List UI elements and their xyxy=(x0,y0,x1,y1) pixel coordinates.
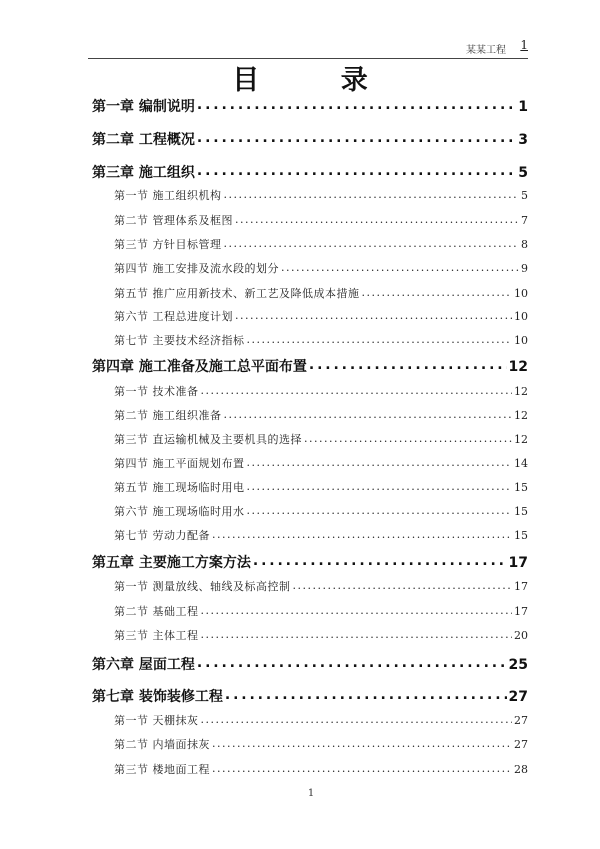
toc-dot-leader xyxy=(212,737,512,748)
toc-entry-label: 第五节 施工现场临时用电 xyxy=(114,481,245,494)
toc-dot-leader xyxy=(247,480,513,491)
toc-entry-label: 第四节 施工平面规划布置 xyxy=(114,457,245,470)
toc-section-entry[interactable] xyxy=(114,603,528,619)
toc-page-number: 3 xyxy=(518,132,528,148)
toc-entry-label: 第六章 屋面工程 xyxy=(92,657,195,673)
toc-chapter-entry[interactable] xyxy=(92,129,528,149)
header-page-number: 1 xyxy=(520,38,528,52)
toc-entry-label: 第五章 主要施工方案方法 xyxy=(92,555,251,571)
toc-page-number: 27 xyxy=(514,714,528,727)
toc-page-number: 12 xyxy=(514,409,528,422)
toc-section-entry[interactable] xyxy=(114,236,528,252)
toc-entry-label: 第四节 施工安排及流水段的划分 xyxy=(114,262,279,275)
toc-dot-leader xyxy=(362,286,513,297)
toc-entry-label: 第六节 工程总进度计划 xyxy=(114,310,233,323)
toc-entry-label: 第七章 装饰装修工程 xyxy=(92,689,223,705)
page-footer-number: 1 xyxy=(307,788,315,799)
page-title: 目 录 xyxy=(232,65,404,96)
toc-section-entry[interactable] xyxy=(114,736,528,752)
toc-page-number: 27 xyxy=(508,689,528,705)
toc-page-number: 15 xyxy=(514,529,528,542)
toc-page-number: 27 xyxy=(514,738,528,751)
toc-dot-leader xyxy=(197,130,516,144)
toc-dot-leader xyxy=(304,432,512,443)
toc-dot-leader xyxy=(224,188,520,199)
toc-entry-label: 第二章 工程概况 xyxy=(92,132,195,148)
toc-page-number: 10 xyxy=(514,310,528,323)
toc-dot-leader xyxy=(309,357,507,371)
toc-section-entry[interactable] xyxy=(114,527,528,543)
toc-entry-label: 第七节 主要技术经济指标 xyxy=(114,334,245,347)
page-header xyxy=(88,38,528,59)
toc-page-number: 5 xyxy=(521,189,528,202)
toc-page-number: 10 xyxy=(514,287,528,300)
toc-dot-leader xyxy=(293,579,513,590)
toc-page-number: 8 xyxy=(521,238,528,251)
toc-section-entry[interactable] xyxy=(114,383,528,399)
toc-dot-leader xyxy=(281,261,519,272)
toc-page-number: 15 xyxy=(514,481,528,494)
toc-page-number: 12 xyxy=(514,433,528,446)
toc-page-number: 25 xyxy=(508,657,528,673)
toc-section-entry[interactable] xyxy=(114,627,528,643)
toc-entry-label: 第二节 基础工程 xyxy=(114,605,199,618)
toc-dot-leader xyxy=(201,604,513,615)
toc-entry-label: 第三节 方针目标管理 xyxy=(114,238,222,251)
toc-page-number: 15 xyxy=(514,505,528,518)
toc-chapter-entry[interactable] xyxy=(92,356,528,376)
toc-dot-leader xyxy=(201,713,513,724)
toc-dot-leader xyxy=(197,655,507,669)
toc-entry-label: 第四章 施工准备及施工总平面布置 xyxy=(92,359,307,375)
toc-entry-label: 第六节 施工现场临时用水 xyxy=(114,505,245,518)
toc-chapter-entry[interactable] xyxy=(92,686,528,706)
toc-section-entry[interactable] xyxy=(114,260,528,276)
toc-dot-leader xyxy=(247,456,513,467)
toc-dot-leader xyxy=(224,237,520,248)
toc-section-entry[interactable] xyxy=(114,761,528,777)
toc-entry-label: 第二节 管理体系及框图 xyxy=(114,214,233,227)
toc-section-entry[interactable] xyxy=(114,407,528,423)
toc-section-entry[interactable] xyxy=(114,503,528,519)
toc-entry-label: 第三章 施工组织 xyxy=(92,165,195,181)
toc-page-number: 17 xyxy=(514,580,528,593)
toc-entry-label: 第一章 编制说明 xyxy=(92,99,195,115)
toc-dot-leader xyxy=(201,384,513,395)
toc-page-number: 5 xyxy=(518,165,528,181)
toc-dot-leader xyxy=(247,504,513,515)
toc-chapter-entry[interactable] xyxy=(92,654,528,674)
toc-chapter-entry[interactable] xyxy=(92,96,528,116)
toc-page-number: 9 xyxy=(521,262,528,275)
toc-dot-leader xyxy=(224,408,513,419)
toc-page-number: 28 xyxy=(514,763,528,776)
toc-dot-leader xyxy=(212,762,512,773)
toc-page-number: 1 xyxy=(518,99,528,115)
toc-entry-label: 第一节 技术准备 xyxy=(114,385,199,398)
toc-section-entry[interactable] xyxy=(114,455,528,471)
toc-section-entry[interactable] xyxy=(114,712,528,728)
toc-page-number: 20 xyxy=(514,629,528,642)
toc-page-number: 12 xyxy=(508,359,528,375)
toc-dot-leader xyxy=(212,528,512,539)
toc-dot-leader xyxy=(197,163,516,177)
toc-page-number: 12 xyxy=(514,385,528,398)
toc-section-entry[interactable] xyxy=(114,431,528,447)
toc-chapter-entry[interactable] xyxy=(92,552,528,572)
toc-page-number: 14 xyxy=(514,457,528,470)
toc-entry-label: 第二节 内墙面抹灰 xyxy=(114,738,210,751)
toc-dot-leader xyxy=(235,213,519,224)
toc-dot-leader xyxy=(247,333,513,344)
toc-page-number: 17 xyxy=(508,555,528,571)
toc-entry-label: 第五节 推广应用新技术、新工艺及降低成本措施 xyxy=(114,287,360,300)
toc-dot-leader xyxy=(253,553,507,567)
toc-section-entry[interactable] xyxy=(114,332,528,348)
toc-dot-leader xyxy=(197,97,516,111)
toc-chapter-entry[interactable] xyxy=(92,162,528,182)
toc-section-entry[interactable] xyxy=(114,187,528,203)
toc-entry-label: 第三节 主体工程 xyxy=(114,629,199,642)
toc-entry-label: 第二节 施工组织准备 xyxy=(114,409,222,422)
toc-entry-label: 第三节 楼地面工程 xyxy=(114,763,210,776)
toc-section-entry[interactable] xyxy=(114,285,528,301)
toc-dot-leader xyxy=(201,628,513,639)
toc-page-number: 17 xyxy=(514,605,528,618)
header-title: 某某工程 xyxy=(466,45,506,56)
toc-page-number: 10 xyxy=(514,334,528,347)
toc-entry-label: 第三节 直运输机械及主要机具的选择 xyxy=(114,433,302,446)
toc-entry-label: 第一节 施工组织机构 xyxy=(114,189,222,202)
toc-section-entry[interactable] xyxy=(114,479,528,495)
toc-section-entry[interactable] xyxy=(114,578,528,594)
toc-page-number: 7 xyxy=(521,214,528,227)
toc-entry-label: 第七节 劳动力配备 xyxy=(114,529,210,542)
toc-entry-label: 第一节 测量放线、轴线及标高控制 xyxy=(114,580,291,593)
toc-entry-label: 第一节 天棚抹灰 xyxy=(114,714,199,727)
toc-section-entry[interactable] xyxy=(114,308,528,324)
toc-section-entry[interactable] xyxy=(114,212,528,228)
toc-dot-leader xyxy=(225,687,507,701)
toc-dot-leader xyxy=(235,309,512,320)
